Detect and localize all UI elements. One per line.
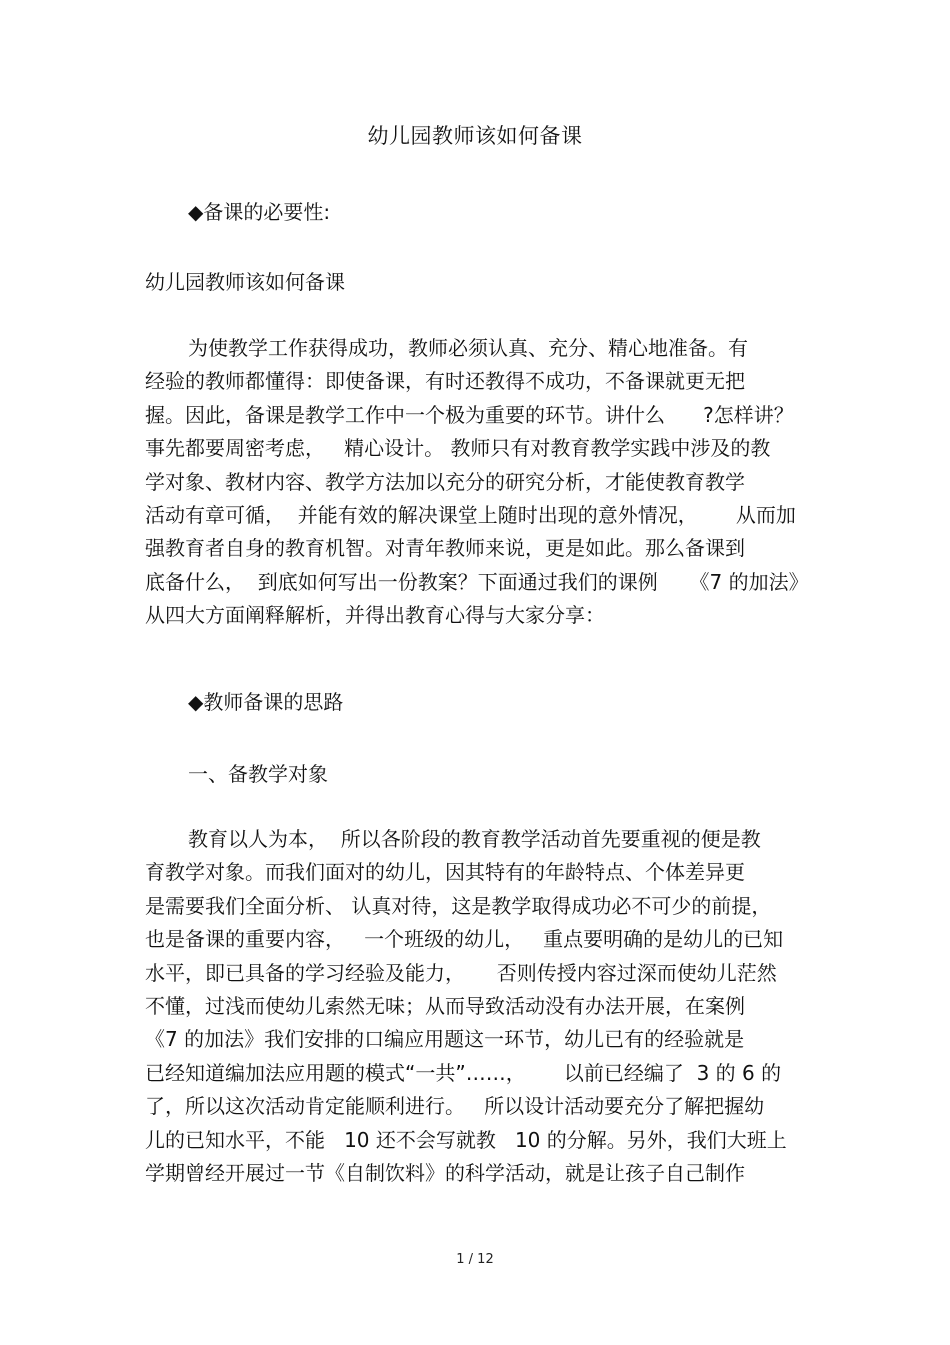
paragraph-line: 活动有章可循， 并能有效的解决课堂上随时出现的意外情况， 从而加: [145, 502, 796, 527]
heading-necessity: ◆备课的必要性:: [188, 200, 331, 224]
paragraph-line: 教育以人为本， 所以各阶段的教育教学活动首先要重视的便是教: [188, 827, 761, 851]
document-title: 幼儿园教师该如何备课: [367, 124, 583, 148]
paragraph-line: 经验的教师都懂得：即使备课，有时还教得不成功，不备课就更无把: [145, 369, 745, 394]
paragraph-line: 《7 的加法》我们安排的口编应用题这一环节，幼儿已有的经验就是: [145, 1027, 745, 1052]
paragraph-line: 已经知道编加法应用题的模式“一共”……， 以前已经编了 3 的 6 的: [145, 1060, 782, 1085]
paragraph-section-1: [145, 823, 815, 1190]
paragraph-line: 也是备课的重要内容， 一个班级的幼儿， 重点要明确的是幼儿的已知: [145, 927, 784, 952]
paragraph-line: 为使教学工作获得成功，教师必须认真、充分、精心地准备。有: [188, 336, 748, 360]
paragraph-line: 是需要我们全面分析、 认真对待，这是教学取得成功必不可少的前提，: [145, 893, 772, 918]
paragraph-line: 强教育者自身的教育机智。对青年教师来说，更是如此。那么备课到: [145, 536, 745, 561]
paragraph-line: 事先都要周密考虑， 精心设计。 教师只有对教育教学实践中涉及的教: [145, 436, 771, 461]
paragraph-line: 学期曾经开展过一节《自制饮料》的科学活动，就是让孩子自己制作: [145, 1160, 745, 1185]
paragraph-intro: [145, 332, 815, 633]
heading-section-1: 一、备教学对象: [188, 762, 328, 786]
page-indicator: 1 / 12: [456, 1252, 494, 1267]
heading-approach: ◆教师备课的思路: [188, 690, 344, 714]
paragraph-line: 从四大方面阐释解析，并得出教育心得与大家分享：: [145, 603, 605, 628]
paragraph-line: 学对象、教材内容、教学方法加以充分的研究分析，才能使教育教学: [145, 469, 745, 494]
paragraph-line: 育教学对象。而我们面对的幼儿，因其特有的年龄特点、个体差异更: [145, 860, 745, 885]
paragraph-line: 水平，即已具备的学习经验及能力， 否则传授内容过深而使幼儿茫然: [145, 960, 777, 985]
paragraph-line: 了，所以这次活动肯定能顺利进行。 所以设计活动要充分了解把握幼: [145, 1094, 765, 1119]
paragraph-line: 儿的已知水平，不能 10 还不会写就教 10 的分解。另外，我们大班上: [145, 1127, 787, 1152]
document-subtitle: 幼儿园教师该如何备课: [145, 270, 345, 294]
paragraph-line: 不懂，过浅而使幼儿索然无味；从而导致活动没有办法开展，在案例: [145, 993, 745, 1018]
paragraph-line: 握。因此，备课是教学工作中一个极为重要的环节。讲什么 ?怎样讲？: [145, 402, 794, 427]
paragraph-line: 底备什么， 到底如何写出一份教案？下面通过我们的课例 《7 的加法》: [145, 569, 809, 594]
